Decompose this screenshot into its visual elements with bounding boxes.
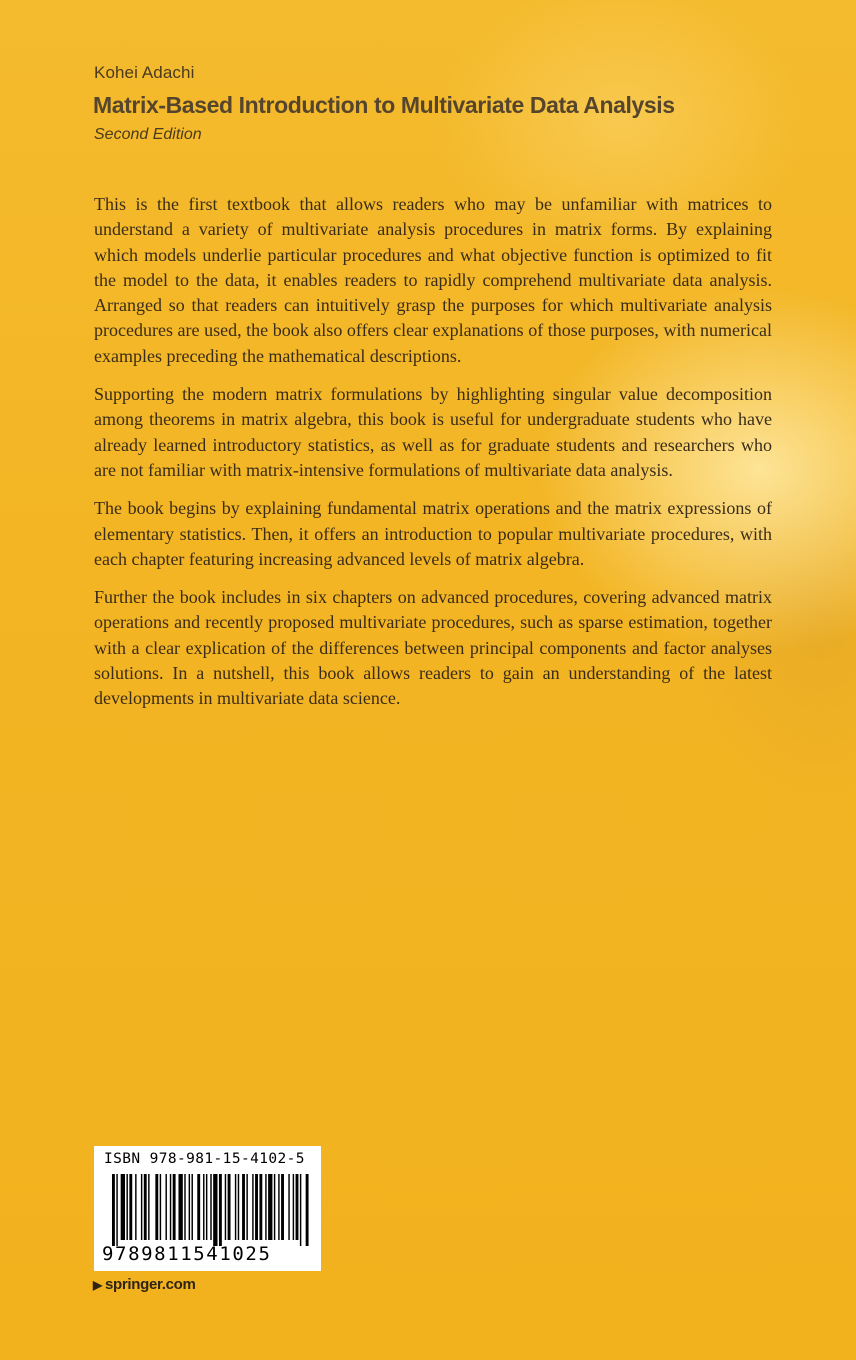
- barcode-bar: [184, 1174, 185, 1240]
- barcode-bar: [213, 1174, 217, 1246]
- barcode-bar: [281, 1174, 284, 1240]
- barcode-bar: [116, 1174, 117, 1246]
- barcode-bars: [112, 1174, 310, 1246]
- barcode-bar: [206, 1174, 207, 1240]
- barcode-bar: [238, 1174, 239, 1240]
- barcode-bar: [219, 1174, 222, 1246]
- barcode-bar: [265, 1174, 266, 1240]
- barcode-bar: [141, 1174, 142, 1240]
- barcode-bar: [144, 1174, 147, 1240]
- description-paragraph: Supporting the modern matrix formulations by highlighting singular value decomposition among theorems in matrix algebra, this book is useful for undergraduate students who have already learned introductory statistics, as well as for graduate students and researchers who are not familiar with matrix-intensive formulations of multivariate data analysis.: [94, 384, 772, 480]
- barcode-bar: [296, 1174, 299, 1240]
- barcode-bar: [288, 1174, 289, 1240]
- barcode-bar: [300, 1174, 301, 1246]
- barcode-bar: [252, 1174, 253, 1240]
- triangle-right-icon: ▶: [93, 1278, 102, 1292]
- book-title: Matrix-Based Introduction to Multivariate Data Analysis: [93, 92, 675, 118]
- isbn-barcode: [94, 1146, 321, 1271]
- publisher-url: springer.com: [104, 1276, 196, 1293]
- barcode-bar: [121, 1174, 125, 1240]
- barcode-bar: [278, 1174, 279, 1240]
- barcode-bar: [228, 1174, 231, 1240]
- barcode-bar: [126, 1174, 127, 1240]
- barcode-bar: [189, 1174, 190, 1240]
- barcode-bar: [170, 1174, 171, 1240]
- barcode-bar: [210, 1174, 211, 1240]
- author-name: Kohei Adachi: [94, 63, 195, 82]
- barcode-bar: [191, 1174, 192, 1240]
- barcode-bar: [197, 1174, 200, 1240]
- barcode-bar: [255, 1174, 258, 1240]
- publisher-link[interactable]: [93, 1276, 196, 1293]
- barcode-bar: [225, 1174, 226, 1240]
- barcode-bar: [178, 1174, 182, 1240]
- description-paragraph: Further the book includes in six chapters on advanced procedures, covering advanced matrix operations and recently proposed multivariate procedures, such as sparse estimation, together with a clear explication of the differences between principal components and factor analyses solutions. In a nutshell, this book allows readers to gain an understanding of the latest developments in multivariate data science.: [94, 587, 772, 709]
- barcode-bar: [155, 1174, 158, 1240]
- barcode-bar: [242, 1174, 245, 1240]
- barcode-bar: [293, 1174, 294, 1240]
- edition-label: Second Edition: [94, 126, 202, 143]
- isbn-label: ISBN 978-981-15-4102-5: [104, 1151, 305, 1167]
- barcode-bar: [268, 1174, 272, 1240]
- barcode-bar: [148, 1174, 149, 1240]
- description-paragraph: This is the first textbook that allows readers who may be unfamiliar with matrices to understand a variety of multivariate analysis procedures in matrix forms. By explaining which models underlie particular procedures and what objective function is optimized to fit the model to the data, it enables readers to rapidly comprehend multivariate data analysis. Arranged so that readers can intuitively grasp the purposes for which multivariate analysis procedures are used, the book also offers clear explanations of those purposes, with numerical examples preceding the mathematical descriptions.: [94, 194, 772, 366]
- barcode-bar: [306, 1174, 309, 1246]
- description-text: [94, 192, 772, 725]
- barcode-bar: [129, 1174, 132, 1240]
- barcode-digits: 9789811541025: [102, 1243, 272, 1265]
- barcode-bar: [259, 1174, 262, 1240]
- barcode-bar: [274, 1174, 275, 1240]
- barcode-bar: [165, 1174, 166, 1240]
- barcode-bar: [235, 1174, 236, 1240]
- barcode-bar: [173, 1174, 176, 1240]
- description-paragraph: The book begins by explaining fundamental matrix operations and the matrix expressions of elementary statistics. Then, it offers an introduction to popular multivariate procedures, with each chapter featuring increasing advanced levels of matrix algebra.: [94, 498, 772, 569]
- barcode-bar: [246, 1174, 247, 1240]
- barcode-bar: [160, 1174, 161, 1240]
- barcode-bar: [135, 1174, 136, 1240]
- barcode-bar: [203, 1174, 204, 1240]
- barcode-bar: [112, 1174, 115, 1246]
